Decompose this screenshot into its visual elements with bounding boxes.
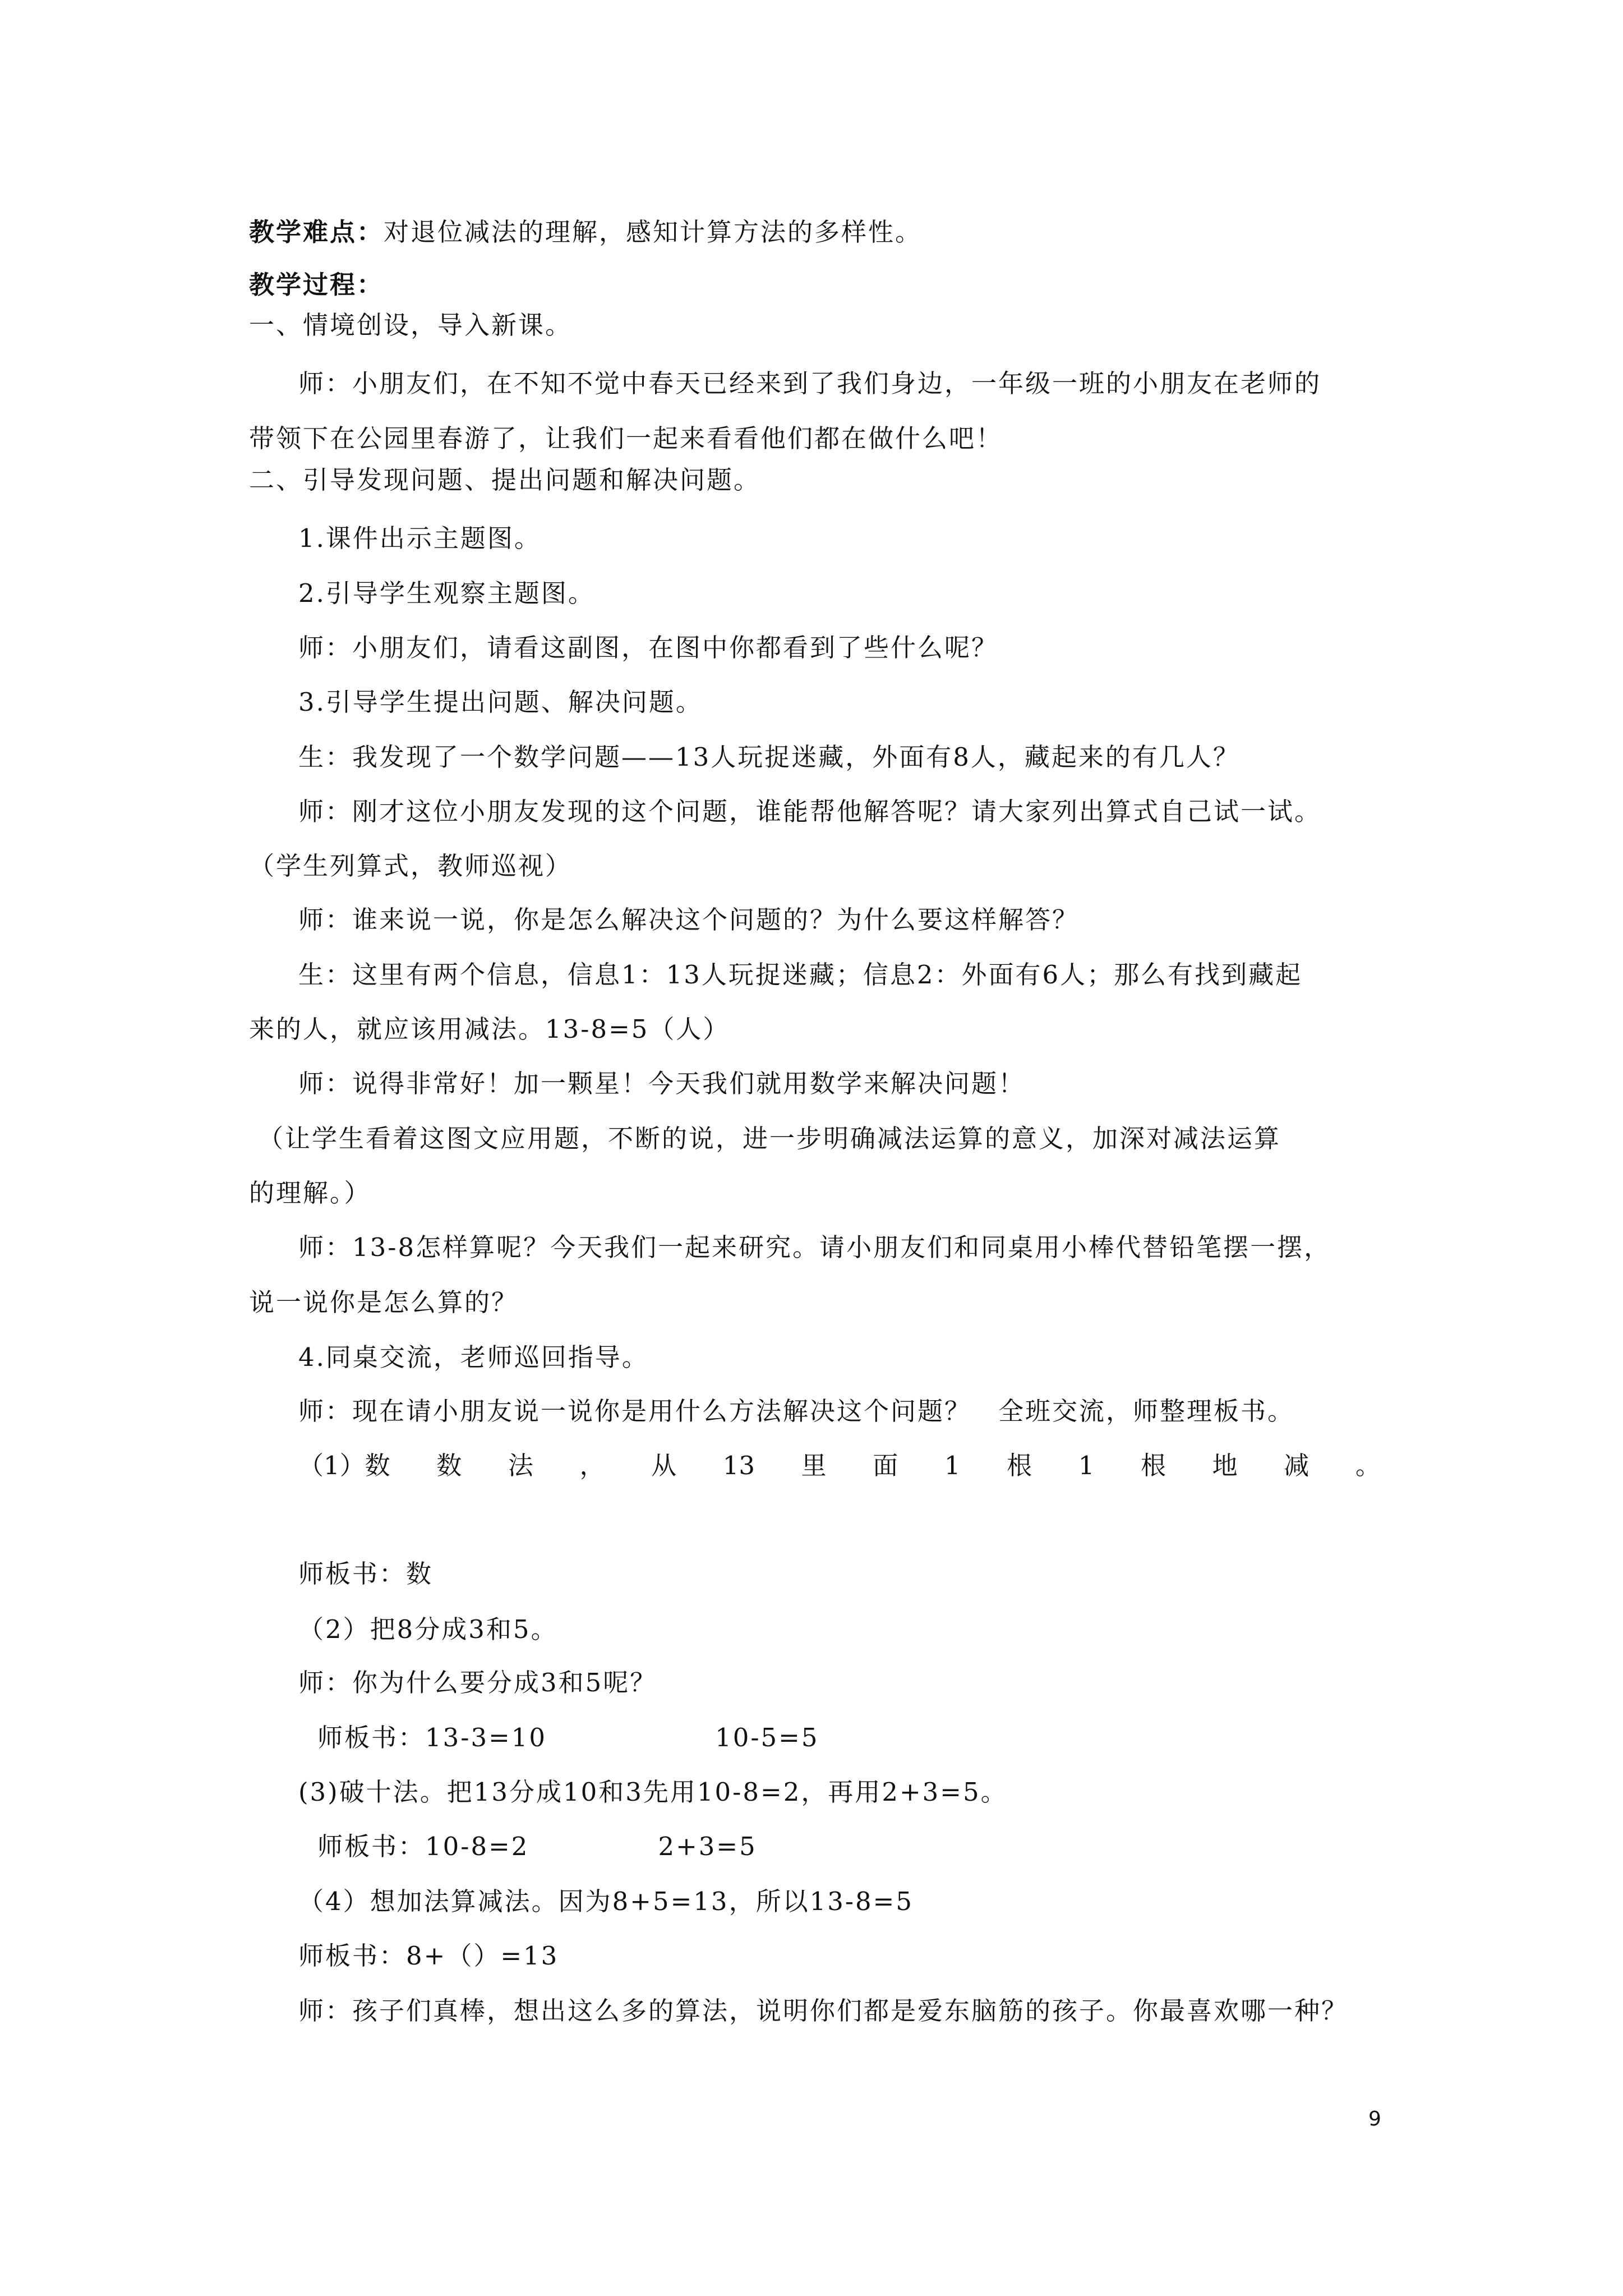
- board-formula: 2+3=5: [658, 1832, 757, 1861]
- method-2: （2）把8分成3和5。: [298, 1614, 558, 1644]
- difficulty-text: 对退位减法的理解，感知计算方法的多样性。: [384, 217, 923, 247]
- teaching-difficulty: [249, 215, 922, 249]
- board-line: [317, 1830, 757, 1864]
- justified-char: ，: [579, 1451, 605, 1480]
- teacher-line: 师：说得非常好！加一颗星！今天我们就用数学来解决问题！: [298, 1069, 1026, 1098]
- section-heading-1: 一、情境创设，导入新课。: [249, 310, 573, 340]
- note-line: （让学生看着这图文应用题，不断的说，进一步明确减法运算的意义，加深对减法运算: [258, 1124, 1281, 1153]
- method-3: (3)破十法。把13分成10和3先用10-8=2，再用2+3=5。: [298, 1777, 1008, 1807]
- teacher-line: 师：小朋友们，请看这副图，在图中你都看到了些什么呢？: [298, 633, 999, 662]
- justified-char: 里: [801, 1451, 827, 1480]
- justified-char: 数: [436, 1451, 462, 1480]
- student-line: 生：我发现了一个数学问题——13人玩捉迷藏，外面有8人，藏起来的有几人？: [298, 742, 1240, 772]
- step-2: 2.引导学生观察主题图。: [298, 578, 595, 608]
- board-line: 师板书：数: [298, 1559, 434, 1589]
- justified-char: 13: [722, 1451, 755, 1480]
- paragraph-line: 带领下在公园里春游了，让我们一起来看看他们都在做什么吧！: [249, 424, 1003, 453]
- board-formula: 10-5=5: [715, 1723, 819, 1752]
- student-line: 生：这里有两个信息，信息1：13人玩捉迷藏；信息2：外面有6人；那么有找到藏起: [298, 960, 1303, 990]
- justified-char: 根: [1141, 1451, 1166, 1480]
- teacher-line: 师：孩子们真棒，想出这么多的算法，说明你们都是爱东脑筋的孩子。你最喜欢哪一种？: [298, 1996, 1349, 2026]
- note-line: （学生列算式，教师巡视）: [249, 851, 573, 881]
- board-line: 师板书：8+（）=13: [298, 1941, 559, 1971]
- method-4: （4）想加法算减法。因为8+5=13，所以13-8=5: [298, 1887, 914, 1916]
- justified-char: 根: [1007, 1451, 1032, 1480]
- justified-char: 1: [1078, 1451, 1095, 1480]
- board-line: [317, 1721, 819, 1755]
- teacher-line: 师：谁来说一说，你是怎么解决这个问题的？为什么要这样解答？: [298, 905, 1080, 935]
- method-1-justified: [298, 1449, 1381, 1483]
- note-line: 的理解。）: [249, 1178, 371, 1208]
- justified-char: 减: [1284, 1451, 1310, 1480]
- step-4: 4.同桌交流，老师巡回指导。: [298, 1342, 649, 1372]
- justified-char: （1）数: [298, 1451, 390, 1480]
- justified-char: 。: [1355, 1451, 1381, 1480]
- justified-char: 法: [508, 1451, 533, 1480]
- teacher-line: 说一说你是怎么算的？: [249, 1287, 519, 1317]
- process-title: 教学过程：: [249, 270, 384, 300]
- step-1: 1.课件出示主题图。: [298, 523, 541, 553]
- student-line: 来的人，就应该用减法。13-8=5（人）: [249, 1014, 730, 1044]
- section-heading-2: 二、引导发现问题、提出问题和解决问题。: [249, 465, 761, 495]
- difficulty-label: 教学难点：: [249, 217, 384, 247]
- justified-char: 1: [944, 1451, 961, 1480]
- justified-char: 从: [651, 1451, 677, 1480]
- teacher-line: 师：13-8怎样算呢？今天我们一起来研究。请小朋友们和同桌用小棒代替铅笔摆一摆，: [298, 1232, 1331, 1262]
- teacher-line: 师：现在请小朋友说一说你是用什么方法解决这个问题？ 全班交流，师整理板书。: [298, 1396, 1295, 1426]
- page-number: 9: [1368, 2108, 1381, 2131]
- paragraph-line: 师：小朋友们，在不知不觉中春天已经来到了我们身边，一年级一班的小朋友在老师的: [298, 369, 1322, 398]
- teacher-line: 师：刚才这位小朋友发现的这个问题，谁能帮他解答呢？请大家列出算式自己试一试。: [298, 797, 1322, 826]
- step-3: 3.引导学生提出问题、解决问题。: [298, 687, 703, 717]
- teacher-line: 师：你为什么要分成3和5呢？: [298, 1668, 657, 1697]
- justified-char: 面: [873, 1451, 898, 1480]
- justified-char: 地: [1212, 1451, 1238, 1480]
- board-formula: 师板书：10-8=2: [317, 1832, 529, 1861]
- board-formula: 师板书：13-3=10: [317, 1723, 547, 1752]
